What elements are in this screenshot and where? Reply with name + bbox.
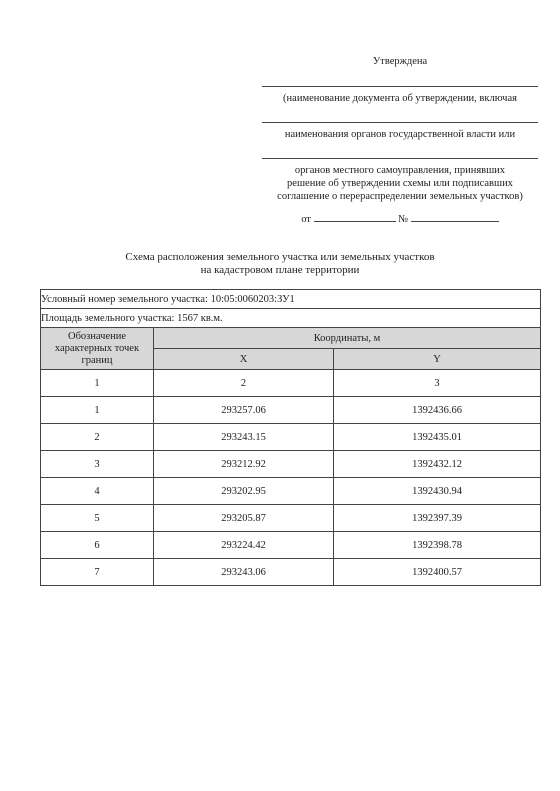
- scheme-title: [40, 251, 520, 277]
- y-cell: 1392430.94: [334, 478, 541, 505]
- land-area: Площадь земельного участка: 1567 кв.м.: [41, 309, 541, 328]
- number-blank: [411, 211, 499, 222]
- x-cell: 293257.06: [154, 397, 334, 424]
- approval-line-2: наименования органов государственной власти или: [284, 129, 516, 140]
- scheme-title-line-1: Схема расположения земельного участка или земельных участков: [125, 251, 435, 263]
- index-cell: 2: [154, 370, 334, 397]
- date-blank: [314, 211, 396, 222]
- header-x: X: [154, 349, 334, 370]
- x-cell: 293243.06: [154, 559, 334, 586]
- approval-date-number-line: [262, 211, 538, 226]
- approval-line-4: решение об утверждении схемы или подписавших: [287, 178, 513, 189]
- y-cell: 1392436.66: [334, 397, 541, 424]
- point-cell: 4: [41, 478, 154, 505]
- index-cell: 3: [334, 370, 541, 397]
- point-cell: 2: [41, 424, 154, 451]
- number-prefix: №: [398, 214, 409, 225]
- point-cell: 3: [41, 451, 154, 478]
- header-y: Y: [334, 349, 541, 370]
- table-row: [41, 505, 541, 532]
- header-coordinates: Координаты, м: [154, 328, 541, 349]
- approval-block: [262, 55, 538, 226]
- approval-title: Утверждена: [372, 56, 428, 67]
- x-cell: 293202.95: [154, 478, 334, 505]
- table-row: [41, 559, 541, 586]
- date-prefix: от: [301, 214, 311, 225]
- approval-line-3: органов местного самоуправления, принявших: [294, 165, 506, 176]
- conditional-number: Условный номер земельного участка: 10:05:0060203:ЗУ1: [41, 290, 541, 309]
- table-row: [41, 478, 541, 505]
- table-row: [41, 532, 541, 559]
- point-cell: 6: [41, 532, 154, 559]
- y-cell: 1392432.12: [334, 451, 541, 478]
- x-cell: 293205.87: [154, 505, 334, 532]
- approval-blank-line: [262, 122, 538, 123]
- approval-blank-line: [262, 158, 538, 159]
- scheme-title-line-2: на кадастровом плане территории: [200, 264, 360, 276]
- header-points: Обозначение характерных точек границ: [41, 328, 154, 370]
- index-row: [41, 370, 541, 397]
- table-row: [41, 397, 541, 424]
- coordinates-table: [40, 289, 541, 586]
- approval-blank-line: [262, 86, 538, 87]
- approval-line-1: (наименование документа об утверждении, включая: [283, 93, 517, 104]
- table-row: [41, 451, 541, 478]
- x-cell: 293224.42: [154, 532, 334, 559]
- y-cell: 1392397.39: [334, 505, 541, 532]
- index-cell: 1: [41, 370, 154, 397]
- x-cell: 293243.15: [154, 424, 334, 451]
- x-cell: 293212.92: [154, 451, 334, 478]
- point-cell: 7: [41, 559, 154, 586]
- y-cell: 1392400.57: [334, 559, 541, 586]
- point-cell: 5: [41, 505, 154, 532]
- table-row: [41, 424, 541, 451]
- y-cell: 1392398.78: [334, 532, 541, 559]
- point-cell: 1: [41, 397, 154, 424]
- approval-line-5: соглашение о перераспределении земельных участков): [277, 191, 523, 202]
- y-cell: 1392435.01: [334, 424, 541, 451]
